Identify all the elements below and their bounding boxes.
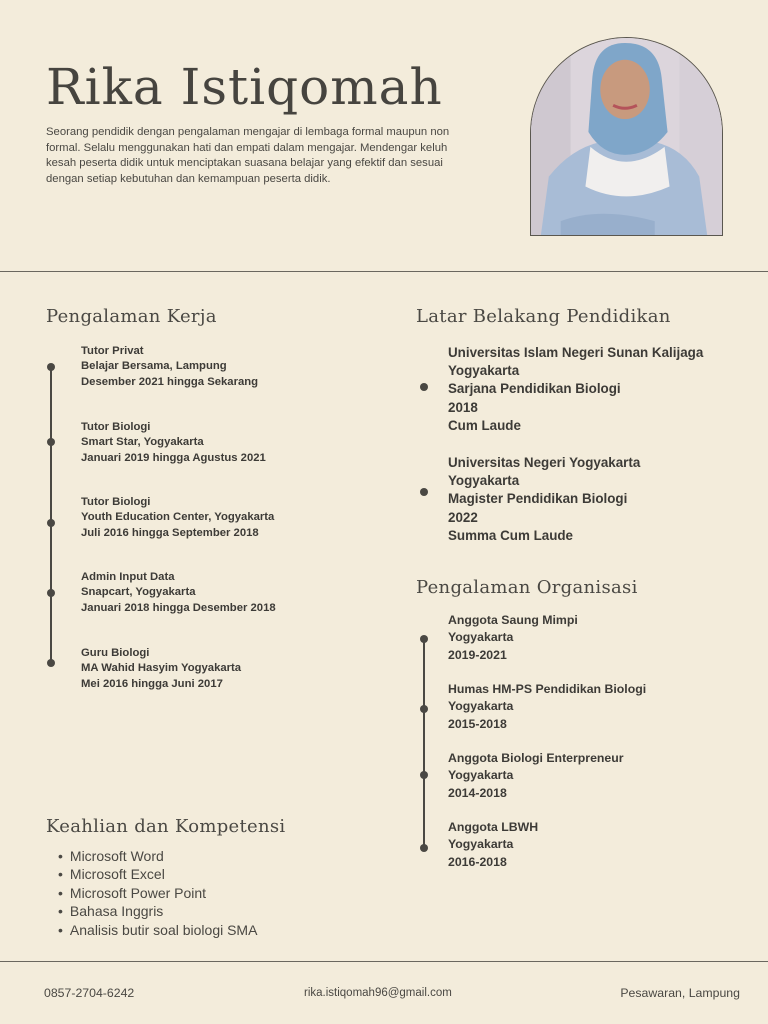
work-entry	[81, 344, 258, 390]
education-section-title: Latar Belakang Pendidikan	[416, 306, 671, 327]
timeline-dot	[420, 488, 428, 496]
work-role: Admin Input Data	[81, 571, 175, 583]
timeline-dot	[47, 363, 55, 371]
organization-section-title: Pengalaman Organisasi	[416, 577, 638, 598]
organization-name: Anggota Biologi Enterpreneur	[448, 751, 624, 765]
organization-years: 2014-2018	[448, 785, 507, 800]
work-period: Mei 2016 hingga Juni 2017	[81, 677, 223, 690]
footer-location: Pesawaran, Lampung	[620, 986, 740, 1000]
education-year: 2018	[448, 399, 478, 415]
work-place: Smart Star, Yogyakarta	[81, 436, 204, 449]
work-place: Youth Education Center, Yogyakarta	[81, 511, 275, 524]
timeline-dot	[47, 589, 55, 597]
skill-item: • Bahasa Inggris	[58, 902, 257, 920]
skill-item: • Microsoft Excel	[58, 865, 257, 883]
timeline-dot	[420, 635, 428, 643]
organization-entry	[448, 612, 578, 664]
organization-name: Anggota Saung Mimpi	[448, 613, 578, 627]
work-entry	[81, 646, 241, 692]
organization-city: Yogyakarta	[448, 837, 514, 852]
timeline-dot	[47, 519, 55, 527]
timeline-dot	[420, 844, 428, 852]
work-section-title: Pengalaman Kerja	[46, 306, 217, 327]
header-divider	[0, 271, 768, 272]
timeline-dot	[420, 705, 428, 713]
organization-years: 2019-2021	[448, 647, 507, 662]
organization-years: 2015-2018	[448, 716, 507, 731]
skill-item: • Microsoft Power Point	[58, 884, 257, 902]
timeline-dot	[47, 659, 55, 667]
work-place: Belajar Bersama, Lampung	[81, 360, 227, 373]
work-role: Tutor Biologi	[81, 496, 151, 508]
candidate-name: Rika Istiqomah	[46, 58, 443, 116]
organization-city: Yogyakarta	[448, 699, 514, 714]
organization-city: Yogyakarta	[448, 768, 514, 783]
organization-name: Anggota LBWH	[448, 820, 539, 834]
work-period: Juli 2016 hingga September 2018	[81, 526, 259, 539]
education-honor: Summa Cum Laude	[448, 527, 574, 543]
education-honor: Cum Laude	[448, 417, 521, 433]
education-entry	[448, 454, 640, 545]
footer-email: rika.istiqomah96@gmail.com	[304, 987, 452, 999]
timeline-dot	[47, 438, 55, 446]
organization-city: Yogyakarta	[448, 630, 514, 645]
footer-phone: 0857-2704-6242	[44, 986, 135, 1000]
work-role: Tutor Privat	[81, 345, 144, 357]
organization-entry	[448, 750, 624, 802]
organization-years: 2016-2018	[448, 854, 507, 869]
work-role: Tutor Biologi	[81, 421, 151, 433]
timeline-dot	[420, 771, 428, 779]
education-degree: Magister Pendidikan Biologi	[448, 491, 628, 507]
work-place: Snapcart, Yogyakarta	[81, 586, 196, 599]
profile-summary: Seorang pendidik dengan pengalaman mengajar di lembaga formal maupun non formal. Selalu menggunakan hati dan empati dalam mengajar. Mendengar keluh kesah peserta didik untuk menciptakan suasana belajar yang efektif dan sesuai dengan setiap kebutuhan dan kemampuan peserta didik.	[46, 126, 450, 185]
organization-entry	[448, 819, 538, 871]
work-entry	[81, 495, 274, 541]
organization-entry	[448, 681, 646, 733]
work-entry	[81, 570, 276, 616]
work-period: Januari 2018 hingga Desember 2018	[81, 601, 276, 614]
work-entry	[81, 420, 266, 466]
skill-item: • Analisis butir soal biologi SMA	[58, 921, 257, 939]
organization-name: Humas HM-PS Pendidikan Biologi	[448, 682, 647, 696]
work-role: Guru Biologi	[81, 647, 150, 659]
skills-section-title: Keahlian dan Kompetensi	[46, 816, 286, 837]
work-timeline-line	[50, 366, 52, 666]
work-place: MA Wahid Hasyim Yogyakarta	[81, 662, 242, 675]
profile-photo	[530, 37, 723, 236]
footer-divider	[0, 961, 768, 962]
profile-photo-illustration	[531, 38, 722, 235]
education-entry	[448, 344, 703, 435]
work-period: Januari 2019 hingga Agustus 2021	[81, 451, 266, 464]
education-year: 2022	[448, 509, 478, 525]
organization-timeline-line	[423, 638, 425, 848]
education-institution: Universitas Islam Negeri Sunan Kalijaga	[448, 345, 704, 360]
education-institution: Universitas Negeri Yogyakarta	[448, 455, 641, 470]
skill-item: • Microsoft Word	[58, 847, 257, 865]
education-degree: Sarjana Pendidikan Biologi	[448, 381, 621, 397]
work-period: Desember 2021 hingga Sekarang	[81, 375, 259, 388]
timeline-dot	[420, 383, 428, 391]
education-city: Yogyakarta	[448, 363, 520, 379]
education-city: Yogyakarta	[448, 473, 520, 489]
skills-list	[58, 847, 257, 939]
